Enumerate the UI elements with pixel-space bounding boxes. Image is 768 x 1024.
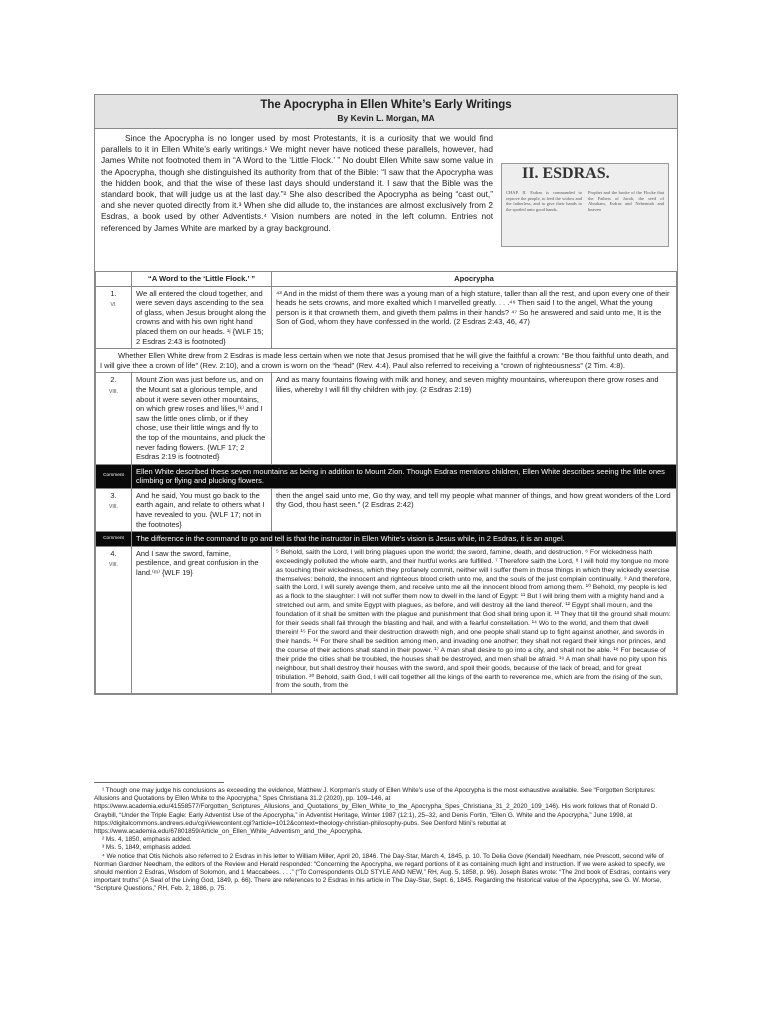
row-left-text: We all entered the cloud together, and were seven days ascending to the sea of glass, when Jesus brought along the crowns and with his own right hand placed them on our heads. ¹ʲ {WLF 15; 2 Esdras 2:43 is footnoted}: [132, 286, 272, 349]
row-left-text: Mount Zion was just before us, and on the Mount sat a glorious temple, and about it were seven other mountains, on which grew roses and lilies,⁽ᵏ⁾ and I saw the little ones climb, or if they chose, use their little wings and fly to the top of the mountains, and pluck the never fading flowers. {WLF 17; 2 Esdras 2:19 is footnoted}: [132, 373, 272, 464]
document-page: [94, 94, 678, 695]
comment-text: Ellen White described these seven mountains as being in addition to Mount Zion. Though Esdras mentions children, Ellen White describes seeing the little ones climbing or flying and plucking flowers.: [132, 464, 677, 488]
table-row: [96, 286, 677, 349]
row-number: 3. VIII.: [96, 488, 132, 531]
header-num: [96, 272, 132, 287]
esdras-image-right-text: Prophet and the booke of the Flocke that the Fathers of Jacob, the seed of Abraham, Esdras and Nehemiah and heaven: [588, 190, 664, 212]
table-row: [96, 349, 677, 373]
article-title: The Apocrypha in Ellen White’s Early Writings: [260, 99, 512, 111]
row-number: 1. VI.: [96, 286, 132, 349]
footnote-1: ¹ Though one may judge his conclusions as exceeding the evidence, Matthew J. Korpman’s study of Ellen White’s use of the Apocrypha is the most exhaustive available. See “Forgotten Scriptures: Allusions and Quotations by Ellen White to the Apocrypha,” Spes Christiana 31.2 (2020), pp. 109–146, at https://www.academia.edu/41558577/Forgotten_Scriptures_Allusions_and_Quotations_by_Ellen_White_to_the_Apocrypha_Spes_Christiana_31_2_2020_109_146). His work follows that of Ronald D. Graybill, “Under the Triple Eagle: Early Adventist Use of the Apocrypha,” in Adventist Heritage, Winter 1987 (12:1), 25–32, and Denis Fortin, “Ellen G. White and the Apocrypha,” June 1998, at https://digitalcommons.andrews.edu/cgi/viewcontent.cgi?article=1012&context=theology-christian-philosophy-pubs. See Denford Ntini’s rebuttal at https://www.academia.edu/67801859/Article_on_Ellen_White_Adventism_and_the_Apocrypha.: [94, 787, 658, 836]
esdras-image-title: II. ESDRAS.: [522, 165, 610, 182]
row-wide-text: Whether Ellen White drew from 2 Esdras is made less certain when we note that Jesus promised that he will give the faithful a crown: “Be thou faithful unto death, and I will give thee a crown of life” (Rev. 2:10), and a crown is worn on the “head” (Rev. 4:4). Paul also referred to receiving a “crown of righteousness” (2 Tim. 4:8).: [96, 349, 677, 373]
article-header: [95, 95, 677, 129]
article-byline: By Kevin L. Morgan, MA: [337, 113, 435, 123]
esdras-image: [501, 163, 669, 247]
row-left-text: And I saw the sword, famine, pestilence, and great confusion in the land.⁽ᵐ⁾ {WLF 19}: [132, 546, 272, 694]
intro-section: [95, 129, 677, 271]
article-frame: [94, 94, 678, 695]
footnote-divider: [94, 782, 224, 783]
comment-row: [96, 532, 677, 547]
row-right-text: then the angel said unto me, Go thy way, and tell my people what manner of things, and how great wonders of the Lord thy God, thou hast seen.” (2 Esdras 2:42): [272, 488, 677, 531]
table-row: [96, 546, 677, 694]
footnote-2: ² Ms. 4, 1850, emphasis added.: [102, 836, 192, 844]
row-left-text: And he said, You must go back to the earth again, and relate to others what I have revealed to you. {WLF 17; not in the footnotes}: [132, 488, 272, 531]
comment-row: [96, 464, 677, 488]
esdras-image-left-text: CHAP. II. Esdras is commanded to reprove the people, to feed the widow and the fatherless, and to give their hands to the spoiled unto good hands.: [506, 190, 582, 212]
comment-label: Comment: [96, 532, 132, 547]
row-right-text: ⁵ Behold, saith the Lord, I will bring plagues upon the world; the sword, famine, death, and destruction. ⁶ For wickedness hath exceedingly polluted the whole earth, and their hurtful works are fulfilled. ⁷ Therefore saith the Lord, ⁸ I will hold my tongue no more as touching their wickedness, which they profanely commit, neither will I suffer them in those things in which they wickedly exercise themselves: behold, the innocent and righteous blood crieth unto me, and the souls of the just complain continually. ⁹ And therefore, saith the Lord, I will surely avenge them, and receive unto me all the innocent blood from among them. ¹⁰ Behold, my people is led as a flock to the slaughter: I will not suffer them now to dwell in the land of Egypt: ¹¹ But I will bring them with a mighty hand and a stretched out arm, and smite Egypt with plagues, as before, and will destroy all the land thereof. ¹² Egypt shall mourn, and the foundation of it shall be smitten with the plague and punishment that God shall bring upon it. ¹³ They that till the ground shall mourn: for their seeds shall fail through the blasting and hail, and with a fearful constellation. ¹⁴ Wo to the world, and them that dwell therein! ¹⁵ For the sword and their destruction draweth nigh, and one people shall stand up to fight against another, and swords in their hands. ¹⁶ For there shall be sedition among men, and invading one another; they shall not regard their kings nor princes, and the course of their actions shall stand in their power. ¹⁷ A man shall desire to go into a city, and shall not be able. ¹⁸ For because of their pride the cities shall be troubled, the houses shall be destroyed, and men shall be afraid. ¹⁹ A man shall have no pity upon his neighbour, but shall destroy their houses with the sword, and spoil their goods, because of the lack of bread, and for great tribulation. ²⁰ Behold, saith God, I will call together all the kings of the earth to reverence me, which are from the rising of the sun, from the south, from the: [272, 546, 677, 694]
footnote-3: ³ Ms. 5, 1849, emphasis added.: [102, 844, 192, 852]
intro-paragraph: Since the Apocrypha is no longer used by most Protestants, it is a curiosity that we would find parallels to it in Ellen White’s early writings.¹ We might never have noticed these parallels, however, had James White not footnoted them in “A Word to the ‘Little Flock.’ ” No doubt Ellen White saw some value in the Apocrypha, though she distinguished its authority from that of the Bible: “I saw that the Apocrypha was the hidden book, and that the wise of these last days should understand it. I saw that the Bible was the standard book, that will judge us at the last day.”² She also described the Apocrypha as being “cast out,” and she never quoted directly from it.³ When she did allude to, the instances are almost exclusively from 2 Esdras, a book used by other Adventists.⁴ Vision numbers are noted in the left column. Entries not referenced by James White are marked by a gray background.: [101, 133, 493, 233]
header-apocrypha: Apocrypha: [272, 272, 677, 287]
footnote-4: ⁴ We notice that Otis Nichols also referred to 2 Esdras in his letter to William Miller, April 20, 1846. The Day-Star, March 4, 1845, p. 10. To Delia Gove (Kendall) Needham, née Prescott, second wife of Norman Gardner Needham, the editors of the Review and Herald responded: “Concerning the Apocrypha, we regard portions of it as containing much light and instruction. If we were asked to specify, we should mention 2 Esdras, Wisdom of Solomon, and 1 Maccabees. . . .” (“To Correspondents OLD STYLE AND NEW,” RH, Aug. 5, 1858, p. 96). Joseph Bates wrote: “The 2nd book of Esdras, contains very important truths” (A Seal of the Living God, 1849, p. 66). There are references to 2 Esdras in his article in The Day-Star, Sept. 6, 1845. Regarding the historical value of the Apocrypha, see G. W. Morse, “Scripture Questions,” RH, Feb. 2, 1886, p. 75.: [94, 852, 671, 893]
parallels-table: [95, 271, 677, 694]
comment-label: Comment: [96, 464, 132, 488]
row-right-text: ⁴³ And in the midst of them there was a young man of a high stature, taller than all the rest, and upon every one of their heads he sets crowns, and more exalted which I marvelled greatly. . . .⁴⁶ Then said I to the angel, What the young person is it that crowneth them, and giveth them palms in their hands? ⁴⁷ So he answered and said unto me, It is the Son of God, whom they have confessed in the world. (2 Esdras 2:43, 46, 47): [272, 286, 677, 349]
row-number: 4. VIII.: [96, 546, 132, 694]
footnotes: [94, 782, 678, 894]
table-header-row: [96, 272, 677, 287]
row-right-text: And as many fountains flowing with milk and honey, and seven mighty mountains, whereupon there grow roses and lilies, whereby I will fill thy children with joy. (2 Esdras 2:19): [272, 373, 677, 464]
table-row: [96, 373, 677, 464]
comment-text: The difference in the command to go and tell is that the instructor in Ellen White’s vision is Jesus while, in 2 Esdras, it is an angel.: [132, 532, 677, 547]
header-little-flock: “A Word to the ‘Little Flock.’ ”: [132, 272, 272, 287]
table-row: [96, 488, 677, 531]
row-number: 2. VIII.: [96, 373, 132, 464]
